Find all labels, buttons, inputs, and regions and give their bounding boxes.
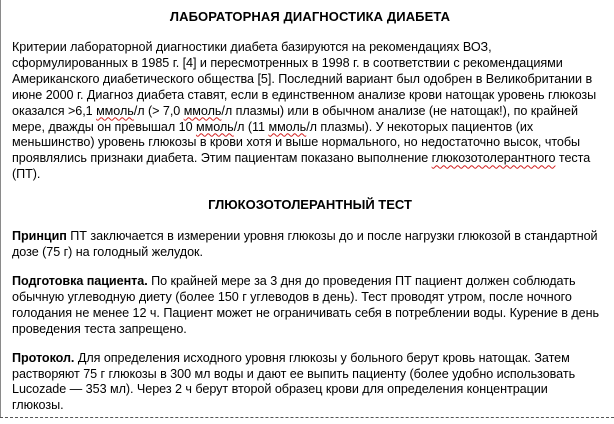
intro-text-6c: /л плазмы). У некоторых пациентов (их <box>306 119 534 134</box>
intro-line-9: (ПТ). <box>12 167 41 182</box>
protocol-text-1: Для определения исходного уровня глюкозы у больного берут кровь натощак. Затем <box>74 350 570 365</box>
principle-line-2: дозе (75 г) на голодный желудок. <box>12 245 203 260</box>
preparation-line-3: голодания не менее 12 ч. Пациент может не ограничивать себя в потреблении воды. Курение в день <box>12 305 599 320</box>
unit-mmol-4: ммоль <box>268 119 307 134</box>
unit-mmol-3: ммоль <box>195 119 234 134</box>
principle-line-1 <box>12 229 608 245</box>
unit-mmol-1: ммоль <box>96 103 134 118</box>
preparation-text-1: По крайней мере за 3 дня до проведения ПТ пациент должен соблюдать <box>147 273 576 288</box>
intro-text-8b: теста <box>555 151 591 166</box>
preparation-lead: Подготовка пациента. <box>12 273 148 288</box>
preparation-line-1 <box>12 274 608 290</box>
principle-lead: Принцип <box>12 229 67 244</box>
intro-line-5 <box>12 104 608 120</box>
term-glucose-tolerance: глюкозотолерантного <box>431 151 556 166</box>
intro-text-5a: оказался >6,1 <box>12 103 97 118</box>
intro-text-5c: /л плазмы) или в обычном анализе (не натощак!), по крайней <box>221 103 578 118</box>
principle-text-1: ПТ заключается в измерении уровня глюкозы до и после нагрузки глюкозой в стандартной <box>66 229 598 244</box>
page-left-border <box>0 0 1 418</box>
unit-mmol-2: ммоль <box>183 103 222 118</box>
intro-paragraph <box>12 40 608 183</box>
protocol-line-4: глюкозы. <box>12 398 64 413</box>
intro-line-8 <box>12 151 608 167</box>
intro-text-8a: проявлялись признаки диабета. Этим пациентам показано выполнение <box>12 151 432 166</box>
preparation-paragraph <box>12 274 608 338</box>
protocol-lead: Протокол. <box>12 350 75 365</box>
intro-text-6a: мере, дважды он превышал 10 <box>12 119 196 134</box>
protocol-line-1 <box>12 351 608 367</box>
protocol-paragraph <box>12 351 608 415</box>
section-title: ГЛЮКОЗОТОЛЕРАНТНЫЙ ТЕСТ <box>208 197 412 213</box>
document-title: ЛАБОРАТОРНАЯ ДИАГНОСТИКА ДИАБЕТА <box>169 9 451 24</box>
principle-paragraph <box>12 229 608 261</box>
intro-line-4: июне 2000 г. Диагноз диабета ставят, если в единственном анализе крови натощак уровень глюкозы <box>12 87 597 102</box>
intro-line-3: Американского диабетического общества [5]. Последний вариант был одобрен в Великобритании в <box>12 71 593 86</box>
page-break-rule <box>0 417 614 418</box>
intro-line-2: сформулированных в 1985 г. [4] и пересмотренных в 1998 г. в соответствии с рекомендациями <box>12 55 563 70</box>
protocol-line-2: растворяют 75 г глюкозы в 300 мл воды и дают ее выпить пациенту (более удобно использовать <box>12 366 576 381</box>
preparation-line-4: проведения теста запрещено. <box>12 321 187 336</box>
intro-line-6 <box>12 120 608 136</box>
intro-line-1: Критерии лабораторной диагностики диабета базируются на рекомендациях ВОЗ, <box>12 40 492 54</box>
intro-line-7: меньшинство) уровень глюкозы в крови хотя и выше нормального, но недостаточно высок, чтобы <box>12 135 581 150</box>
document-content <box>12 8 608 424</box>
intro-text-6b: /л (11 <box>233 119 269 134</box>
intro-text-5b: /л (> 7,0 <box>133 103 184 118</box>
preparation-line-2: обычную углеводную диету (более 150 г углеводов в день). Тест проводят утром, после ночного <box>12 289 572 304</box>
protocol-line-3: Lucozade — 353 мл). Через 2 ч берут второй образец крови для определения концентрации <box>12 382 548 397</box>
